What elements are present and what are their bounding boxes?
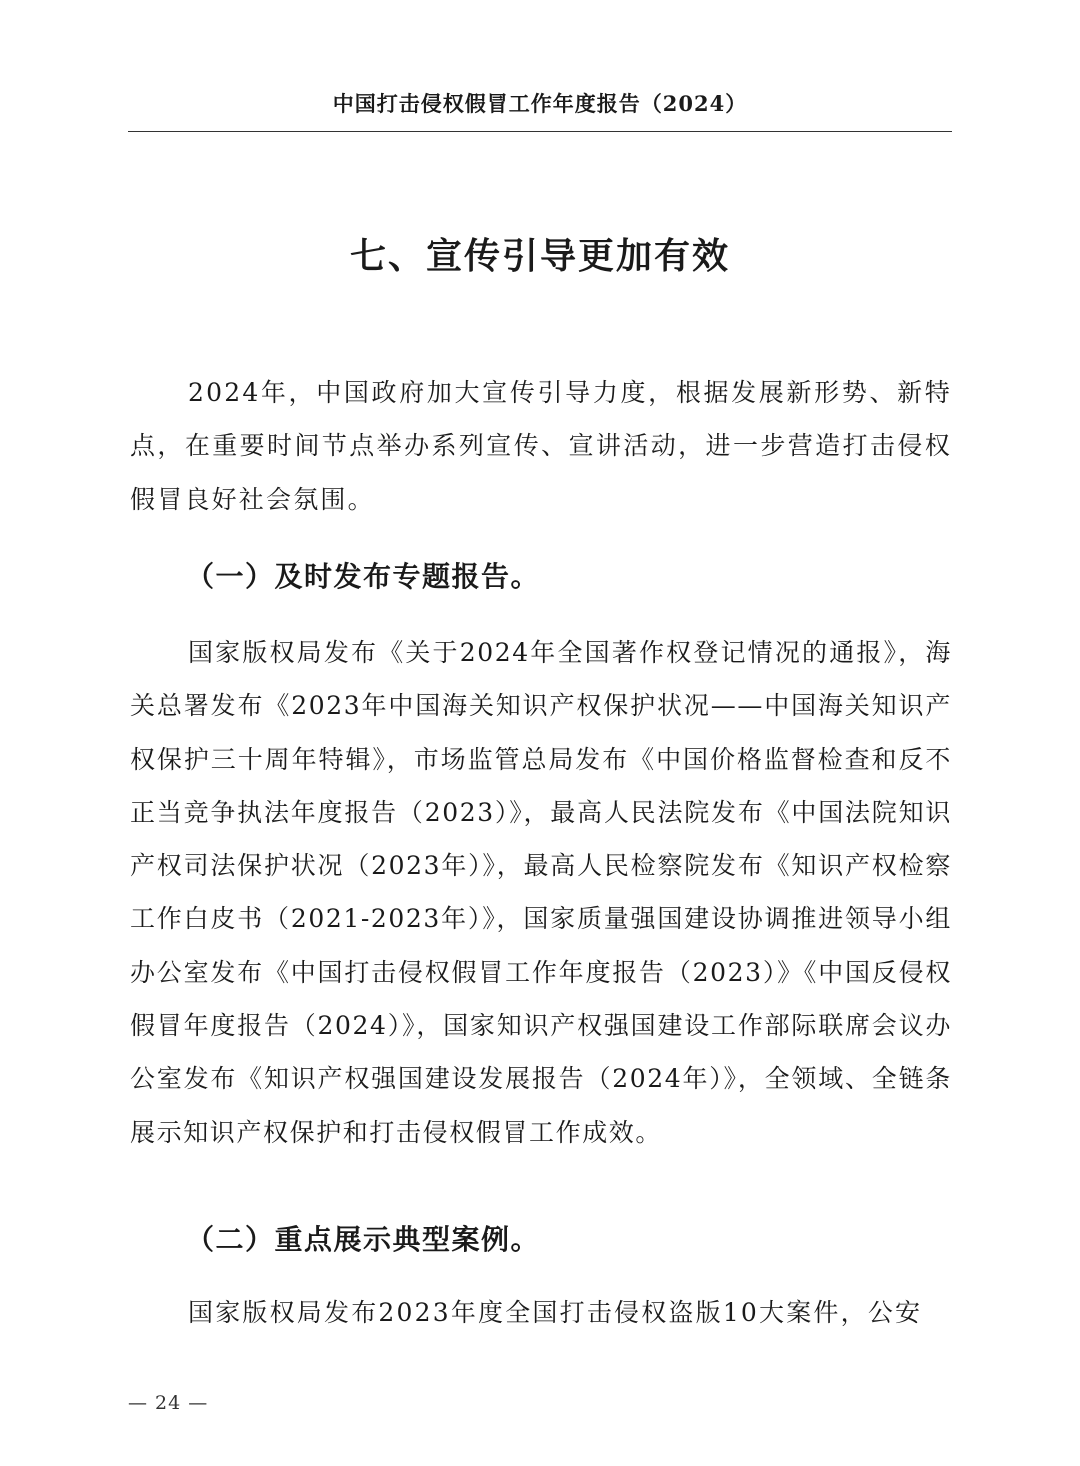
subsection-1-heading: （一）及时发布专题报告。	[186, 560, 541, 593]
subsection-2-paragraph: 国家版权局发布2023年度全国打击侵权盗版10大案件，公安	[188, 1298, 923, 1327]
intro-paragraph: 2024年，中国政府加大宣传引导力度，根据发展新形势、新特点，在重要时间节点举办系列宣传、宣讲活动，进一步营造打击侵权假冒良好社会氛围。	[130, 378, 952, 514]
header-divider	[128, 131, 952, 132]
running-header-title: 中国打击侵权假冒工作年度报告（2024）	[332, 91, 748, 116]
subsection-1-paragraph: 国家版权局发布《关于2024年全国著作权登记情况的通报》，海关总署发布《2023年中国海关知识产权保护状况——中国海关知识产权保护三十周年特辑》，市场监管总局发布《中国价格监督检查和反不正当竞争执法年度报告（2023）》，最高人民法院发布《中国法院知识产权司法保护状况（2023年）》，最高人民检察院发布《知识产权检察工作白皮书（2021-2023年）》，国家质量强国建设协调推进领导小组办公室发布《中国打击侵权假冒工作年度报告（2023）》《中国反侵权假冒年度报告（2024）》，国家知识产权强国建设工作部际联席会议办公室发布《知识产权强国建设发展报告（2024年）》，全领域、全链条展示知识产权保护和打击侵权假冒工作成效。	[130, 638, 952, 1147]
section-title: 七、宣传引导更加有效	[349, 236, 730, 277]
page-number: — 24 —	[128, 1392, 209, 1414]
subsection-2-heading: （二）重点展示典型案例。	[186, 1223, 541, 1256]
